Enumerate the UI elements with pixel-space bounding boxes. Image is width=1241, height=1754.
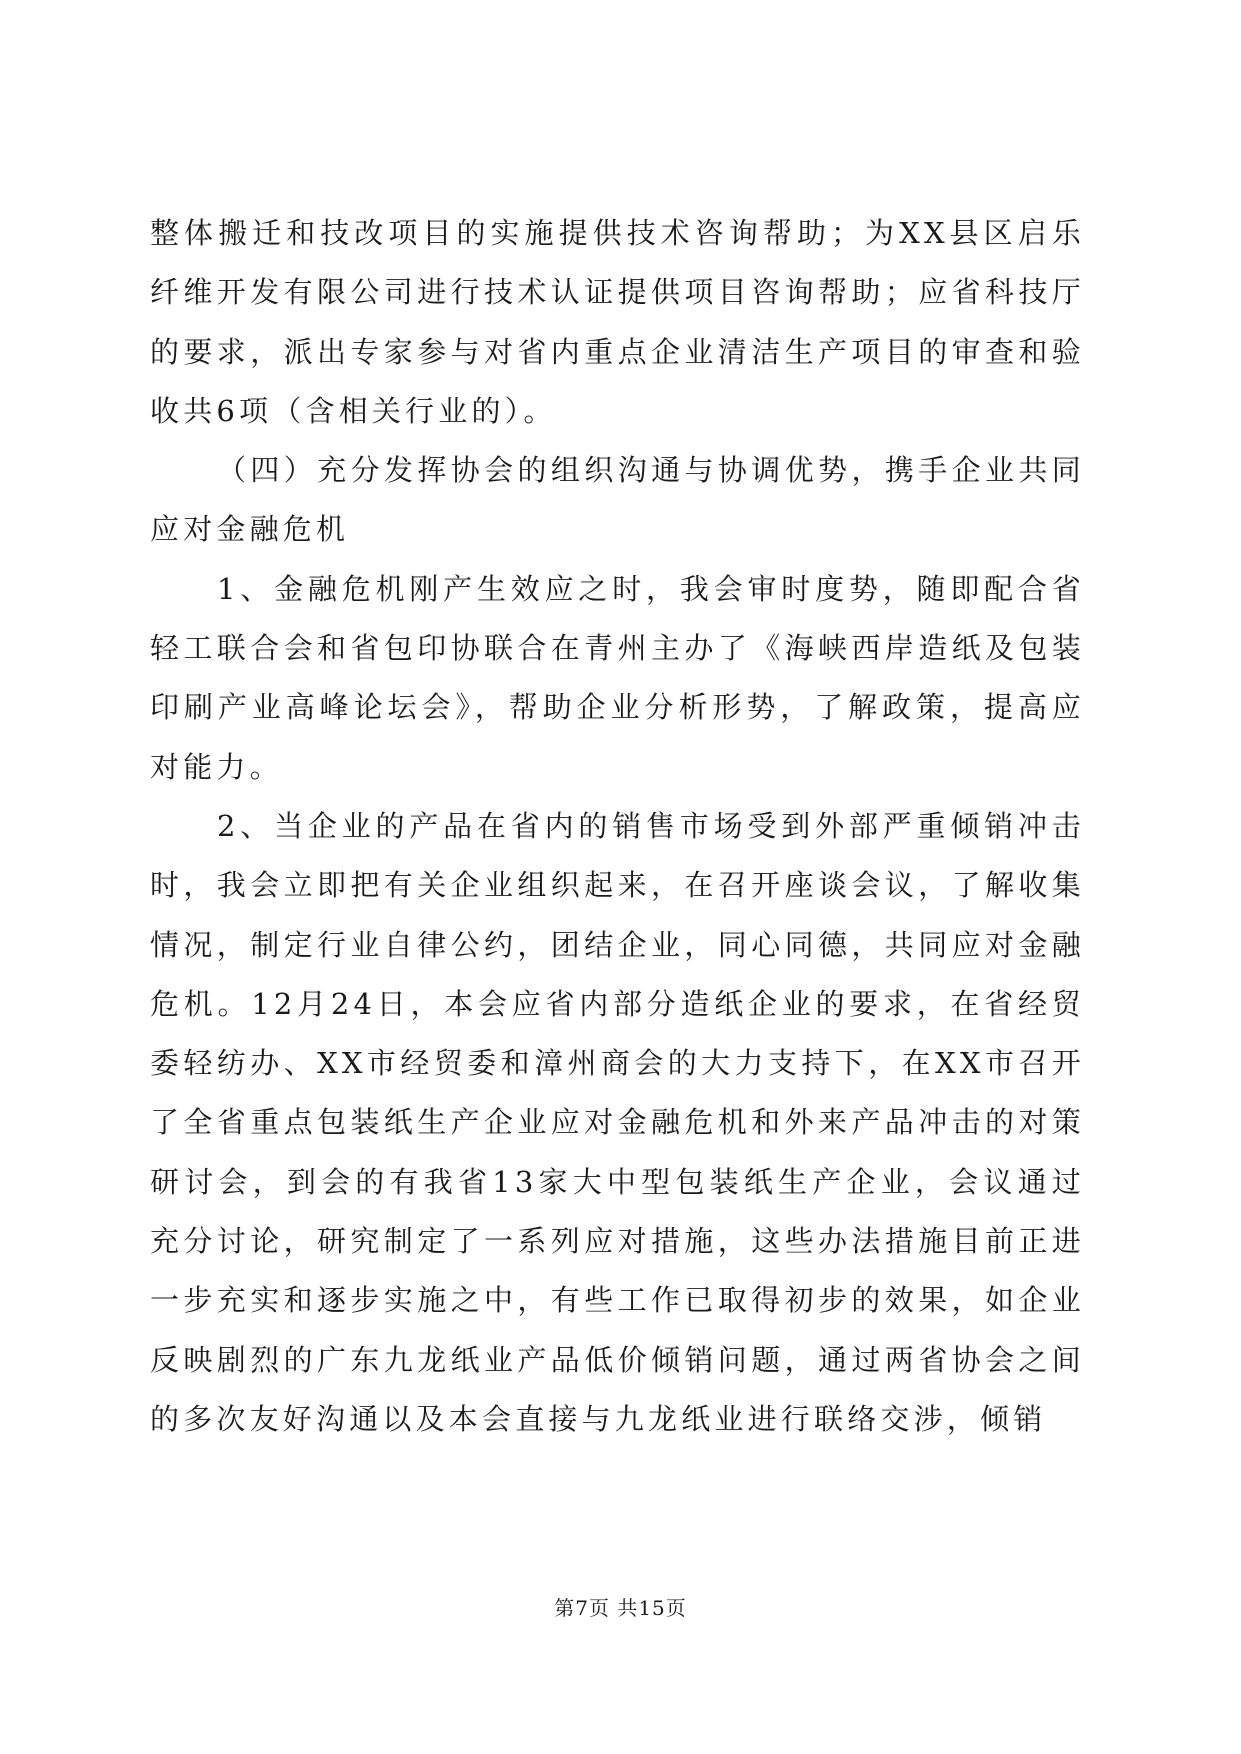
document-body xyxy=(150,204,1085,1449)
paragraph-continuation: 整体搬迁和技改项目的实施提供技术咨询帮助；为XX县区启乐纤维开发有限公司进行技术认证提供项目咨询帮助；应省科技厅的要求，派出专家参与对省内重点企业清洁生产项目的审查和验收共6项（含相关行业的）。 xyxy=(150,216,1085,428)
paragraph-item-2: 2、当企业的产品在省内的销售市场受到外部严重倾销冲击时，我会立即把有关企业组织起来，在召开座谈会议，了解收集情况，制定行业自律公约，团结企业，同心同德，共同应对金融危机。12月24日，本会应省内部分造纸企业的要求，在省经贸委轻纺办、XX市经贸委和漳州商会的大力支持下，在XX市召开了全省重点包装纸生产企业应对金融危机和外来产品冲击的对策研讨会，到会的有我省13家大中型包装纸生产企业，会议通过充分讨论，研究制定了一系列应对措施，这些办法措施目前正进一步充实和逐步实施之中，有些工作已取得初步的效果，如企业反映剧烈的广东九龙纸业产品低价倾销问题，通过两省协会之间的多次友好沟通以及本会直接与九龙纸业进行联络交涉，倾销 xyxy=(150,808,1085,1436)
section-heading-four: （四）充分发挥协会的组织沟通与协调优势，携手企业共同应对金融危机 xyxy=(150,453,1085,547)
paragraph-item-1: 1、金融危机刚产生效应之时，我会审时度势，随即配合省轻工联合会和省包印协联合在青州主办了《海峡西岸造纸及包装印刷产业高峰论坛会》，帮助企业分析形势，了解政策，提高应对能力。 xyxy=(150,571,1085,784)
page-footer: 第7页 共15页 xyxy=(554,1596,687,1620)
